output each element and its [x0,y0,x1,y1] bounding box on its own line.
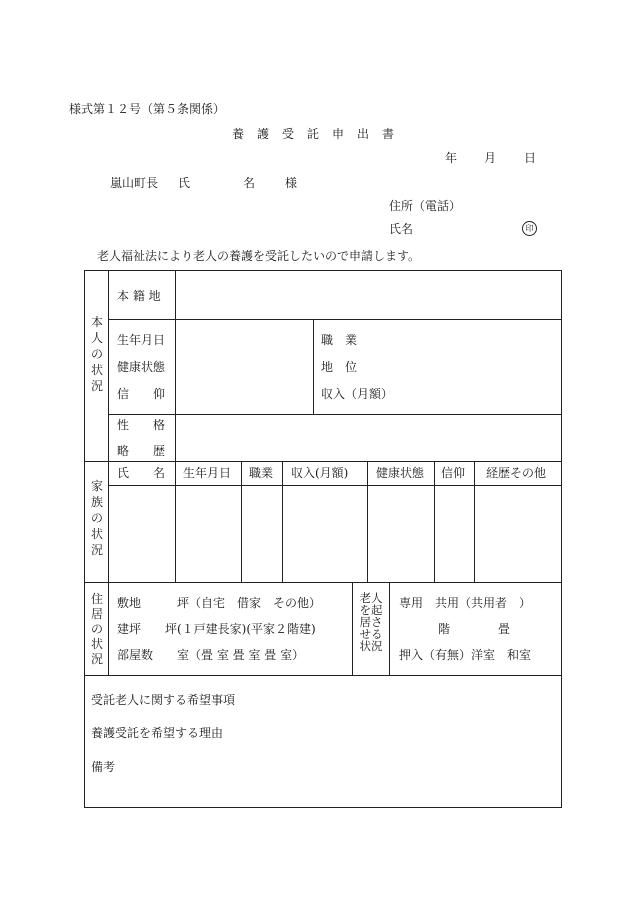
divider [389,582,390,675]
divider [367,461,368,582]
divider [241,461,242,582]
divider [352,582,353,675]
family-col-history: 経歴その他 [486,466,547,480]
form-number: 様式第１２号（第５条関係） [69,102,226,116]
divider [108,319,562,320]
health-label: 健康状態 [117,360,166,374]
elder-room-heading: 老人を起居させる状況 [359,591,383,653]
divider [434,461,435,582]
date-year-label: 年 [445,151,458,165]
addressee-honorific: 様 [285,176,298,190]
divider [108,485,562,486]
family-col-belief: 信仰 [441,466,466,480]
divider [313,319,314,414]
wishes-label: 受託老人に関する希望事項 [91,693,236,707]
housing-section-heading: 住居の状況 [90,592,103,666]
site-line: 敷地 坪（自宅 借家 その他） [117,596,322,610]
family-col-income: 収入(月額) [291,466,349,480]
belief-label: 信 仰 [117,387,166,401]
divider [282,461,283,582]
income-label: 収入（月額） [321,387,394,401]
divider [175,270,176,582]
character-label: 性 格 [117,418,166,432]
divider [474,461,475,582]
history-label: 略 歴 [117,444,166,458]
divider [108,270,109,675]
applicant-address-label: 住所（電話） [389,199,462,213]
family-col-birth-date: 生年月日 [183,466,232,480]
divider [84,461,562,462]
position-label: 地 位 [321,360,358,374]
page-title: 養護受託申出書 [232,127,408,141]
family-col-health: 健康状態 [376,466,425,480]
date-day-label: 日 [524,151,537,165]
elder-room-line-3: 押入（有無）洋室 和室 [399,648,532,662]
addressee-name-label-1: 氏 [178,176,191,190]
seal-icon: 印 [522,221,537,236]
addressee-name-label-2: 名 [243,176,256,190]
elder-room-line-1: 専用 共用（共用者 ） [399,596,532,610]
family-col-name: 氏 名 [117,466,166,480]
family-col-occupation: 職業 [249,466,274,480]
applicant-name-label: 氏名 [389,222,414,236]
occupation-label: 職 業 [321,333,358,347]
reason-label: 養護受託を希望する理由 [91,726,224,740]
divider [84,675,562,676]
floor-area-line: 建坪 坪(１戸建長家)(平家２階建) [117,622,316,636]
person-section-heading: 本人の状況 [90,315,103,393]
elder-room-line-2: 階 畳 [438,622,511,636]
rooms-line: 部屋数 室（畳 室 畳 室 畳 室） [117,648,305,662]
divider [84,582,562,583]
date-month-label: 月 [484,151,497,165]
divider [108,414,562,415]
remarks-label: 備考 [91,760,116,774]
family-section-heading: 家族の状況 [90,479,103,557]
intro-text: 老人福祉法により老人の養護を受託したいので申請します。 [97,249,421,263]
addressee-office: 嵐山町長 [110,176,159,190]
birth-date-label: 生年月日 [117,333,166,347]
registered-domicile-label: 本 籍 地 [117,289,161,303]
